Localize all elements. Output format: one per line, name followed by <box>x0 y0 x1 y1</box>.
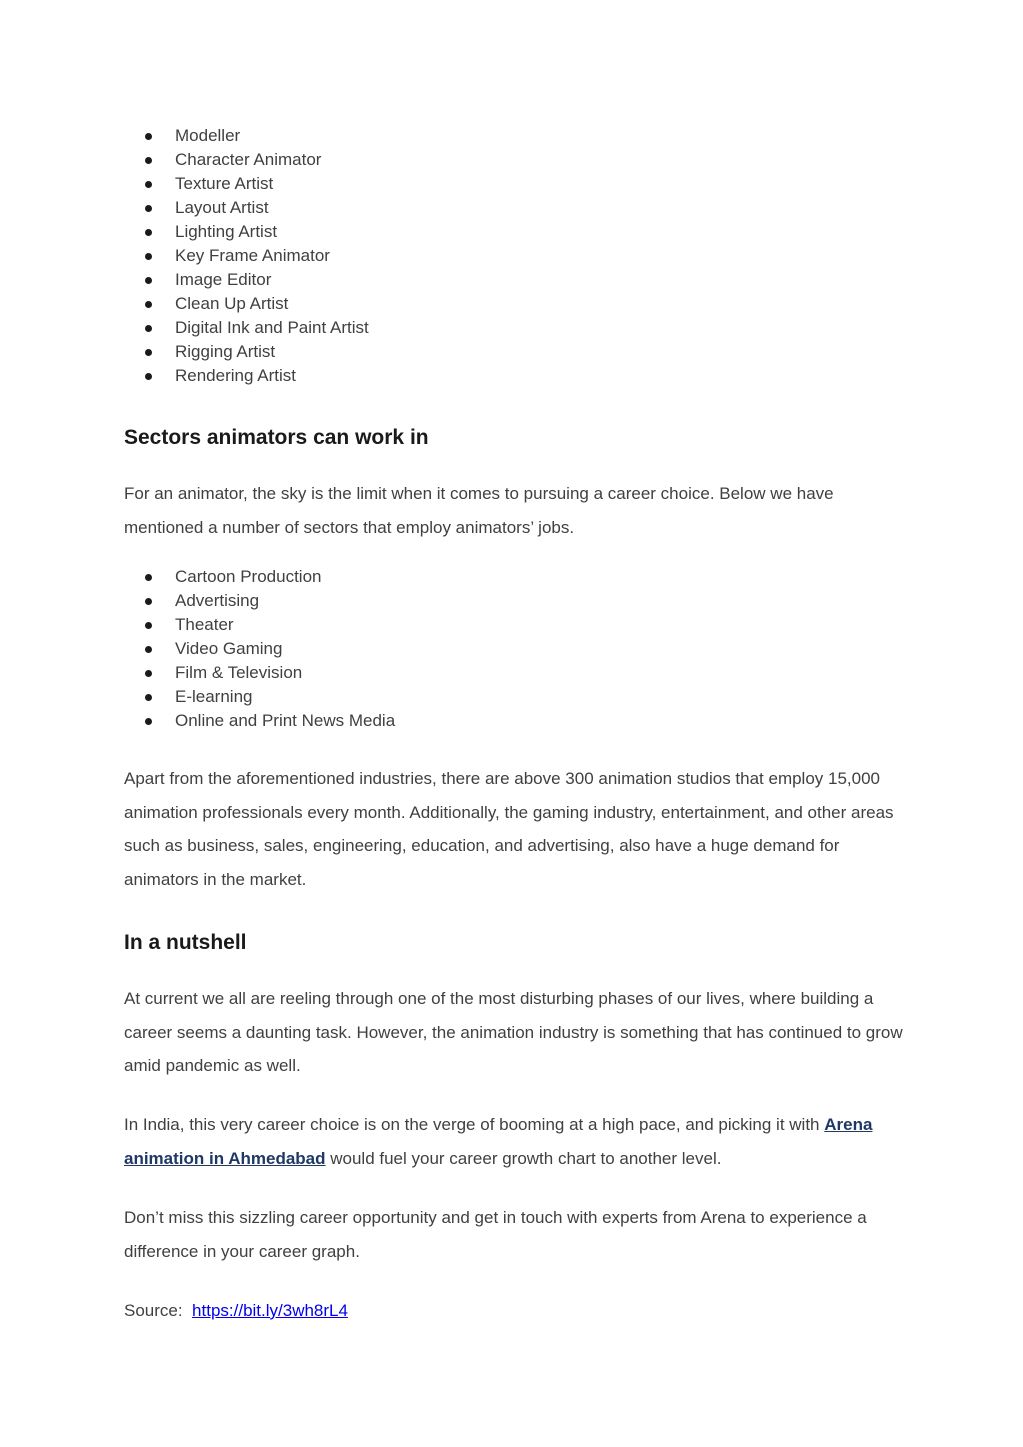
sectors-list <box>124 565 395 733</box>
list-item-text: Modeller <box>175 126 241 145</box>
list-item-text: Rigging Artist <box>175 342 276 361</box>
bullet-icon <box>145 373 152 380</box>
list-item-text: Digital Ink and Paint Artist <box>175 318 369 337</box>
bullet-icon <box>145 205 152 212</box>
list-item-text: Character Animator <box>175 150 322 169</box>
bullet-icon <box>145 718 152 725</box>
roles-list <box>124 124 369 388</box>
list-item-text: Key Frame Animator <box>175 246 330 265</box>
bullet-icon <box>145 598 152 605</box>
list-item <box>124 244 369 268</box>
list-item-text: Clean Up Artist <box>175 294 289 313</box>
bullet-icon <box>145 253 152 260</box>
list-item-text: Texture Artist <box>175 174 274 193</box>
sectors-intro-paragraph: For an animator, the sky is the limit when it comes to pursuing a career choice. Below we have mentioned a number of sectors that employ animators’ jobs. <box>124 484 834 537</box>
list-item-text: Theater <box>175 615 234 634</box>
bullet-icon <box>145 622 152 629</box>
list-item-text: Film & Television <box>175 663 303 682</box>
list-item <box>124 637 395 661</box>
india-paragraph <box>124 1108 904 1175</box>
bullet-icon <box>145 325 152 332</box>
source-line <box>124 1294 904 1328</box>
list-item-text: Video Gaming <box>175 639 283 658</box>
bullet-icon <box>145 646 152 653</box>
list-item-text: Lighting Artist <box>175 222 278 241</box>
bullet-icon <box>145 694 152 701</box>
list-item <box>124 196 369 220</box>
dont-miss-paragraph: Don’t miss this sizzling career opportunity and get in touch with experts from Arena to experience a difference in your career graph. <box>124 1208 867 1261</box>
bullet-icon <box>145 670 152 677</box>
list-item <box>124 172 369 196</box>
list-item <box>124 292 369 316</box>
list-item <box>124 589 395 613</box>
list-item <box>124 220 369 244</box>
list-item-text: E-learning <box>175 687 253 706</box>
list-item <box>124 148 369 172</box>
sectors-heading: Sectors animators can work in <box>124 426 429 449</box>
bullet-icon <box>145 157 152 164</box>
list-item <box>124 316 369 340</box>
india-text-before: In India, this very career choice is on the verge of booming at a high pace, and picking it with <box>124 1115 825 1134</box>
list-item-text: Cartoon Production <box>175 567 322 586</box>
list-item <box>124 268 369 292</box>
bullet-icon <box>145 229 152 236</box>
india-text-after: would fuel your career growth chart to another level. <box>325 1148 722 1168</box>
source-link[interactable]: https://bit.ly/3wh8rL4 <box>192 1301 348 1320</box>
list-item-text: Rendering Artist <box>175 366 296 385</box>
nutshell-heading: In a nutshell <box>124 931 247 954</box>
list-item <box>124 661 395 685</box>
list-item <box>124 565 395 589</box>
bullet-icon <box>145 133 152 140</box>
list-item <box>124 124 369 148</box>
list-item <box>124 685 395 709</box>
bullet-icon <box>145 277 152 284</box>
list-item-text: Image Editor <box>175 270 272 289</box>
list-item <box>124 340 369 364</box>
arena-animation-link[interactable]: Arena animation in Ahmedabad <box>124 1115 873 1168</box>
list-item <box>124 613 395 637</box>
bullet-icon <box>145 574 152 581</box>
bullet-icon <box>145 181 152 188</box>
bullet-icon <box>145 301 152 308</box>
source-label: Source: <box>124 1301 193 1320</box>
list-item <box>124 709 395 733</box>
list-item-text: Layout Artist <box>175 198 269 217</box>
industries-paragraph: Apart from the aforementioned industries, there are above 300 animation studios that employ 15,000 animation professionals every month. Additionally, the gaming industry, entertainment, and other areas such as business, sales, engineering, education, and advertising, also have a huge demand for animators in the market. <box>124 769 894 889</box>
list-item-text: Online and Print News Media <box>175 711 396 730</box>
bullet-icon <box>145 349 152 356</box>
list-item-text: Advertising <box>175 591 260 610</box>
current-paragraph: At current we all are reeling through one of the most disturbing phases of our lives, where building a career seems a daunting task. However, the animation industry is something that has continued to grow amid pandemic as well. <box>124 989 903 1076</box>
list-item <box>124 364 369 388</box>
